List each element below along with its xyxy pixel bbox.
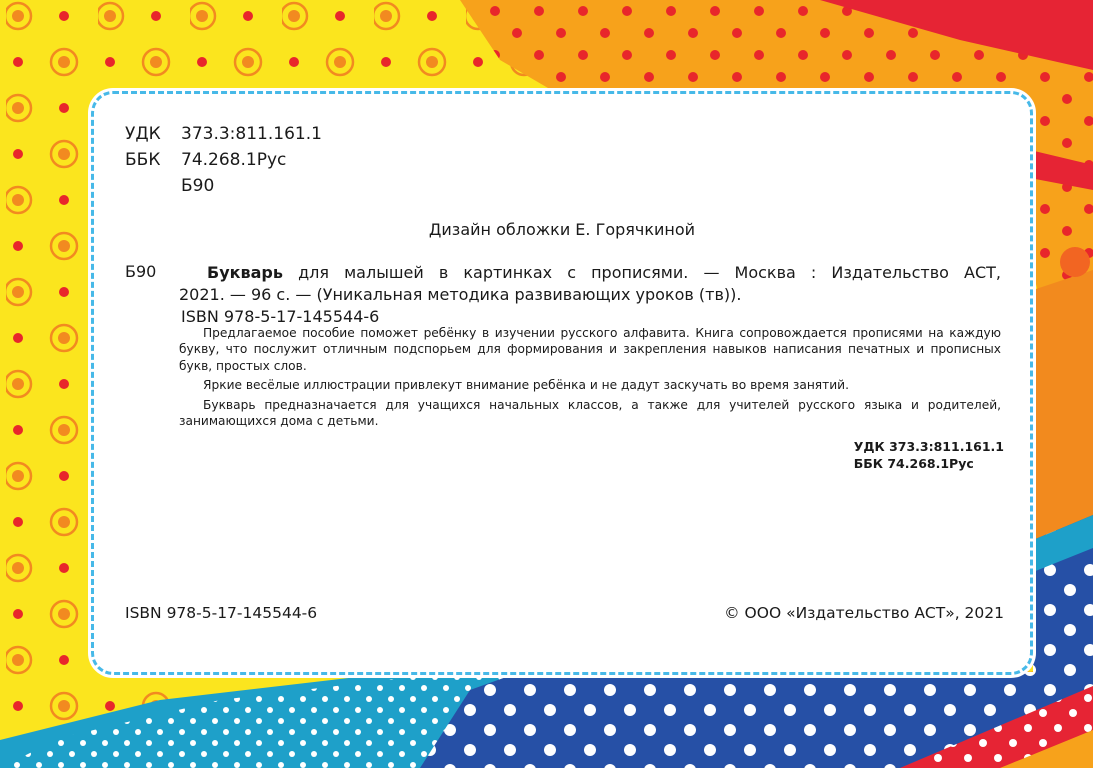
udk-value: 373.3:811.161.1 bbox=[181, 124, 322, 144]
bbk-label: ББК bbox=[125, 150, 161, 170]
copyright: © ООО «Издательство АСТ», 2021 bbox=[724, 604, 1004, 622]
entry-line-1-rest: для малышей в картинках с прописями. — Москва : Издательство АСТ, bbox=[282, 263, 1001, 282]
annotation-paragraph: Букварь предназначается для учащихся начальных классов, а также для учителей русского языка и родителей, занимающихся дома с детьми. bbox=[179, 397, 1001, 429]
bbk-line bbox=[125, 148, 286, 173]
book-title: Букварь bbox=[207, 263, 283, 282]
right-classification bbox=[854, 438, 1004, 472]
entry-line-1 bbox=[179, 262, 1001, 284]
annotation-paragraph: Яркие весёлые иллюстрации привлекут внимание ребёнка и не дадут заскучать во время занятий. bbox=[203, 378, 849, 393]
udk-line bbox=[125, 122, 322, 147]
entry-label: Б90 bbox=[125, 262, 157, 281]
footer-isbn: ISBN 978-5-17-145544-6 bbox=[125, 604, 318, 622]
entry-line-2: 2021. — 96 с. — (Уникальная методика развивающих уроков (тв)). bbox=[179, 285, 742, 304]
info-card bbox=[91, 91, 1033, 675]
udk-label: УДК bbox=[125, 124, 161, 144]
annotation bbox=[179, 325, 1001, 429]
entry-isbn: ISBN 978-5-17-145544-6 bbox=[181, 307, 380, 326]
right-udk: УДК 373.3:811.161.1 bbox=[853, 439, 1004, 454]
annotation-paragraph: Предлагаемое пособие поможет ребёнку в изучении русского алфавита. Книга сопровождается прописями на каждую букву, что послужит отличным подспорьем для формирования и закрепления навыков написания печатных и прописных букв, простых слов. bbox=[179, 326, 1001, 373]
right-bbk: ББК 74.268.1Рус bbox=[853, 456, 974, 471]
bbk-value: 74.268.1Рус bbox=[181, 150, 287, 170]
designer-credit: Дизайн обложки Е. Горячкиной bbox=[428, 220, 696, 239]
author-mark: Б90 bbox=[181, 176, 215, 196]
bibliographic-entry bbox=[179, 262, 1001, 328]
